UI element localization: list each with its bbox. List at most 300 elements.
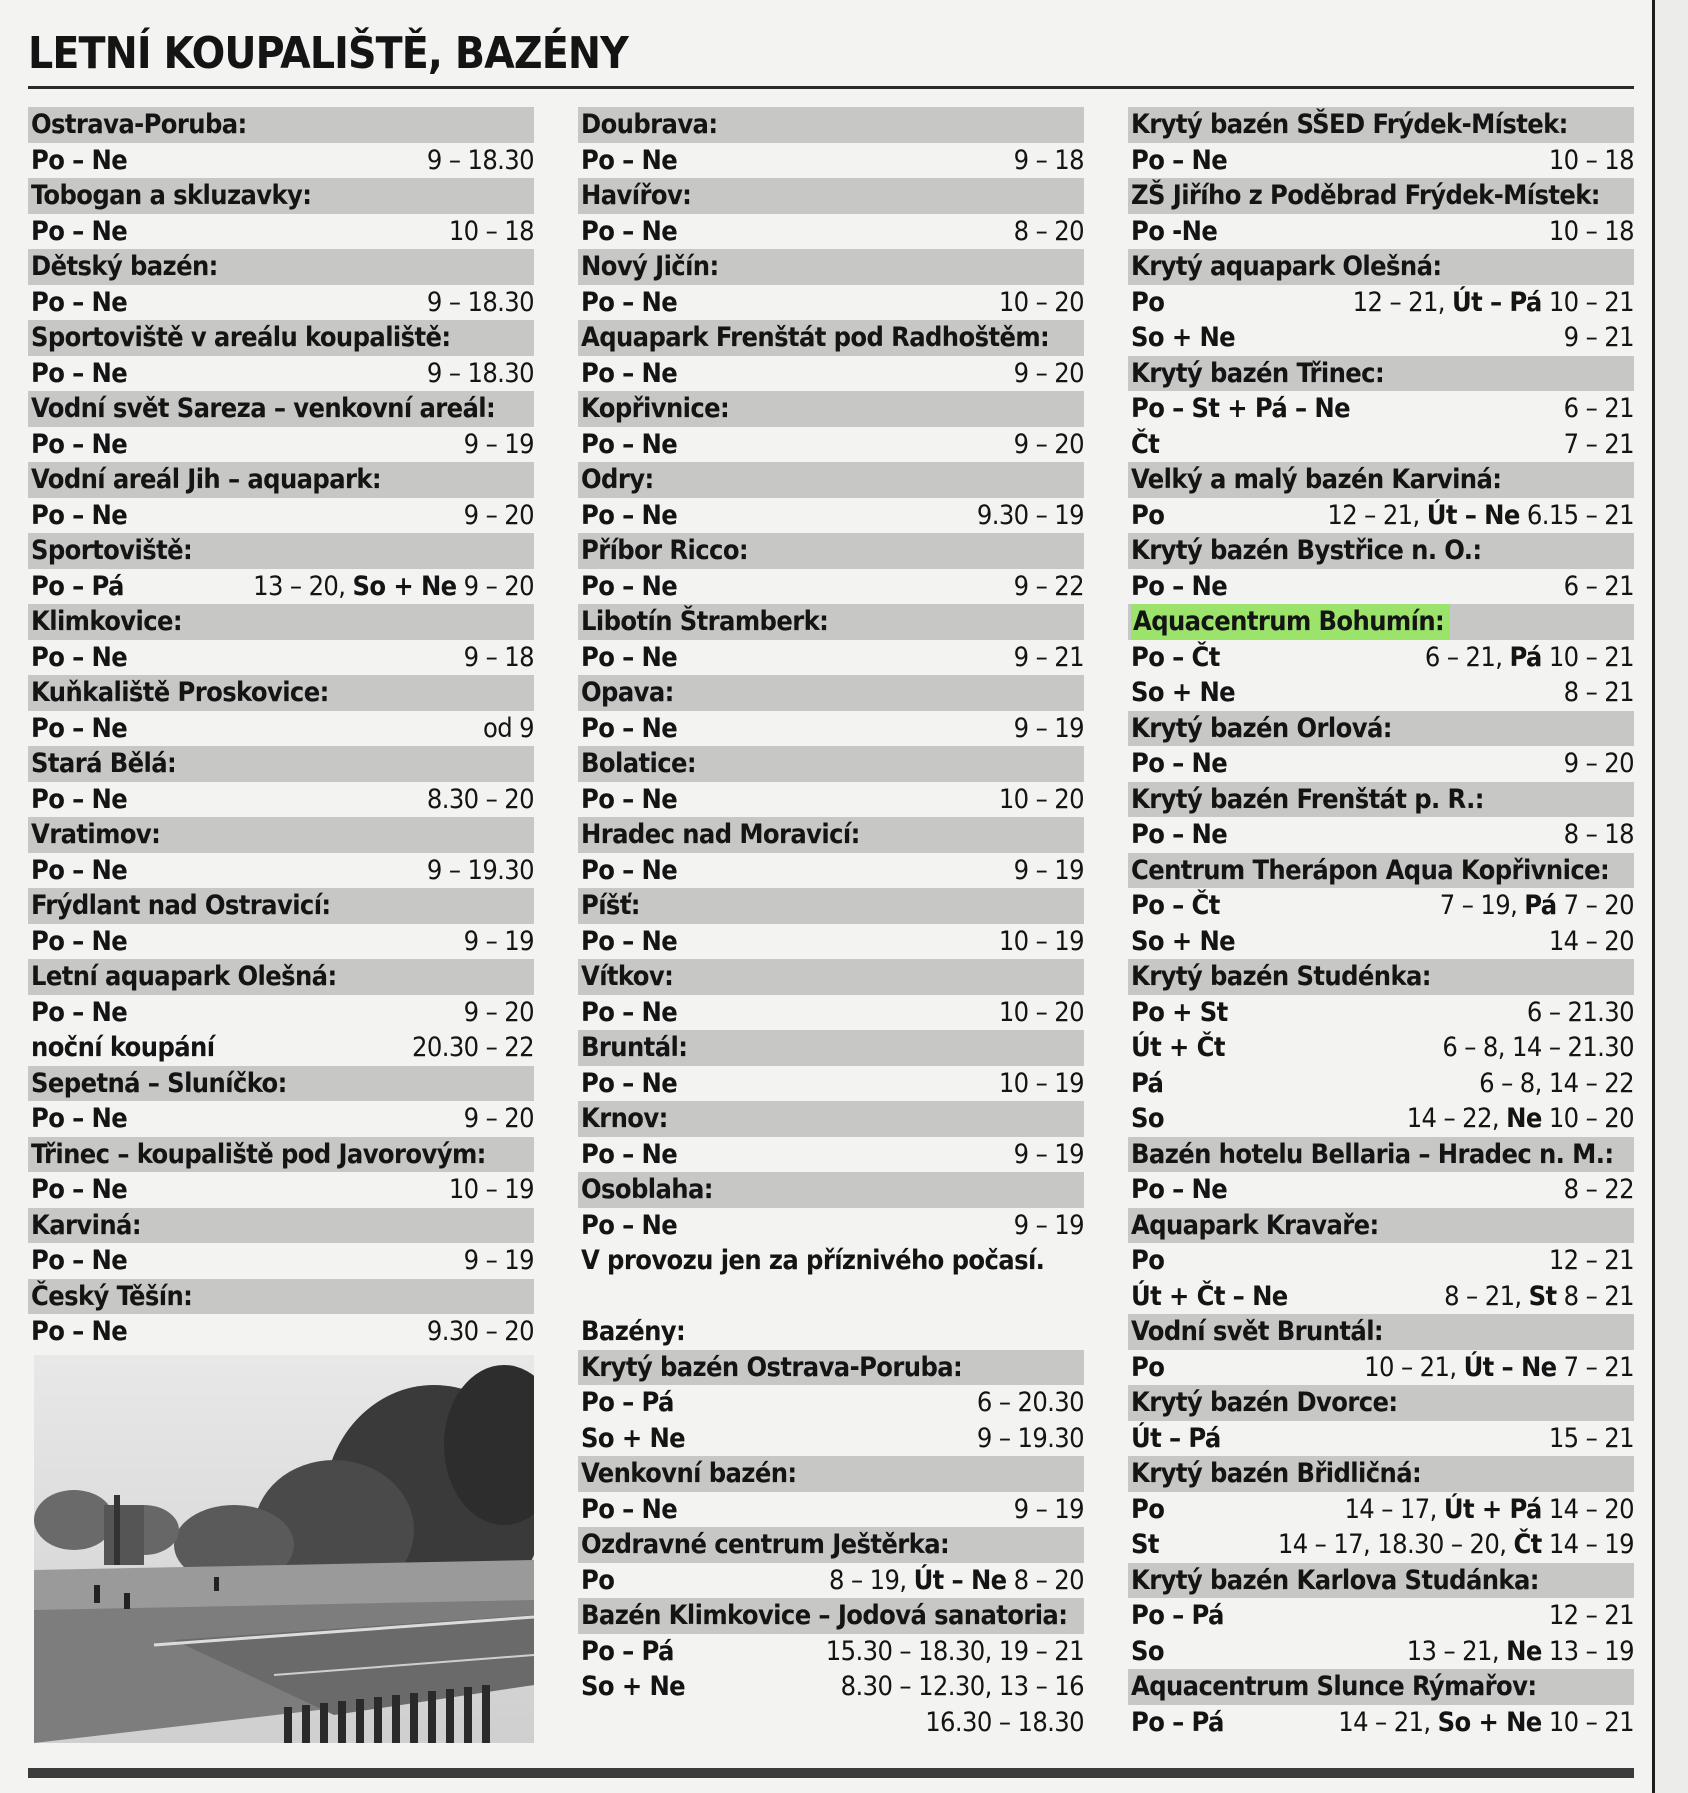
- venue-name: [1128, 107, 1634, 143]
- venue-name: [28, 675, 534, 711]
- opening-hours-row: [578, 285, 1084, 321]
- venue-label: Bruntál:: [581, 1032, 688, 1063]
- venue-label: Bazén hotelu Bellaria – Hradec n. M.:: [1131, 1138, 1614, 1170]
- days-label: Po – Ne: [1131, 819, 1228, 850]
- venue-label: Sportoviště:: [31, 535, 193, 566]
- hours-text: 10 – 20: [998, 783, 1084, 815]
- opening-hours-row: [28, 214, 534, 250]
- column-pools: [1128, 107, 1634, 1740]
- venue-label: Ostrava-Poruba:: [31, 109, 247, 140]
- venue-name: [28, 888, 534, 924]
- venue-name: [1128, 1385, 1634, 1421]
- days-label: Po – Ne: [1131, 1174, 1228, 1205]
- days-label: Po – Pá: [581, 1635, 674, 1667]
- days-label: Po – Pá: [581, 1387, 674, 1418]
- hours-value: [1014, 1208, 1084, 1244]
- hours-text: 15.30 – 18.30, 19 – 21: [825, 1635, 1084, 1667]
- venue-label: Krytý bazén SŠED Frýdek-Místek:: [1131, 109, 1568, 140]
- page-title: LETNÍ KOUPALIŠTĚ, BAZÉNY: [28, 28, 628, 79]
- opening-hours-row: [1128, 143, 1634, 179]
- hours-text: 14 – 20: [1541, 1493, 1634, 1525]
- hours-text: 14 – 20: [1548, 925, 1634, 957]
- opening-hours-row: [1128, 1101, 1634, 1137]
- days-label: Po – Pá: [1131, 1706, 1224, 1738]
- venue-label: Hradec nad Moravicí:: [581, 819, 860, 850]
- hours-value: [1440, 888, 1634, 924]
- hours-value: [1549, 214, 1634, 250]
- opening-hours-row: [1128, 888, 1634, 924]
- opening-hours-row: [578, 1208, 1084, 1244]
- opening-hours-row: [578, 1563, 1084, 1599]
- hours-text: 8 – 20: [1006, 1564, 1084, 1596]
- days-label: Po – Ne: [1131, 144, 1228, 176]
- hours-text: 8 – 19,: [829, 1564, 914, 1596]
- opening-hours-row: [1128, 1598, 1634, 1634]
- hours-text: 9.30 – 19: [976, 499, 1084, 531]
- venue-name: [28, 533, 534, 569]
- hours-text: 6 – 21.30: [1526, 996, 1634, 1028]
- venue-label: Sepetná – Sluníčko:: [31, 1067, 287, 1099]
- hours-value: [1444, 1279, 1634, 1315]
- opening-hours-row: [1128, 285, 1634, 321]
- days-label: Po – Ne: [31, 499, 128, 531]
- opening-hours-row: [1128, 1172, 1634, 1208]
- days-label: Po – Čt: [1131, 890, 1220, 921]
- hours-value: [449, 214, 534, 250]
- venue-label: Opava:: [581, 677, 674, 708]
- days-label: Po: [1131, 1351, 1165, 1383]
- opening-hours-row: [28, 782, 534, 818]
- hours-value: [427, 143, 534, 179]
- hours-value: [1549, 143, 1634, 179]
- hours-text: 9 – 18: [1013, 144, 1084, 176]
- venue-name: [1128, 1669, 1634, 1705]
- opening-hours-row: [1128, 1634, 1634, 1670]
- venue-label: Vodní svět Sareza – venkovní areál:: [31, 393, 496, 424]
- opening-hours-row: [1128, 640, 1634, 676]
- opening-hours-row: [28, 427, 534, 463]
- days-label-inline: So + Ne: [352, 570, 457, 602]
- hours-value: [1564, 675, 1634, 711]
- opening-hours-row: [578, 1137, 1084, 1173]
- hours-value: [464, 640, 534, 676]
- hours-value: [464, 995, 534, 1031]
- venue-name: [28, 1066, 534, 1102]
- days-label: Út + Čt – Ne: [1131, 1280, 1288, 1312]
- hours-value: [1564, 817, 1634, 853]
- opening-hours-row: [28, 640, 534, 676]
- hours-text: 9 – 21: [1013, 641, 1084, 673]
- days-label: Po + St: [1131, 996, 1228, 1028]
- venue-label: Příbor Ricco:: [581, 535, 749, 566]
- swimming-pool-photo: [34, 1355, 534, 1743]
- opening-hours-row: [1128, 675, 1634, 711]
- days-label: Po – Ne: [581, 499, 678, 531]
- venue-name: [578, 1350, 1084, 1386]
- hours-text: 12 – 21: [1548, 1600, 1634, 1631]
- opening-hours-row: [1128, 1527, 1634, 1563]
- days-label-inline: Út – Ne: [1426, 499, 1520, 531]
- hours-text: 8 – 21: [1563, 677, 1634, 708]
- venue-name: [578, 1101, 1084, 1137]
- days-label: Po – Pá: [31, 570, 124, 602]
- hours-text: 10 – 18: [1548, 144, 1634, 176]
- venue-name: [28, 959, 534, 995]
- hours-text: 9 – 20: [1013, 357, 1084, 389]
- days-label-inline: Pá: [1524, 890, 1557, 921]
- hours-value: [464, 924, 534, 960]
- venue-name: [578, 817, 1084, 853]
- opening-hours-row: [1128, 427, 1634, 463]
- hours-value: [841, 1669, 1084, 1705]
- venue-name: [28, 1137, 534, 1173]
- hours-text: 12 – 21,: [1327, 499, 1427, 531]
- venue-name: [578, 320, 1084, 356]
- venue-label: Krytý bazén Třinec:: [1131, 357, 1385, 389]
- hours-value: [464, 1101, 534, 1137]
- opening-hours-row: [28, 995, 534, 1031]
- venue-name: [1128, 959, 1634, 995]
- days-label: Po – Ne: [31, 1174, 128, 1205]
- hours-text: 12 – 21,: [1352, 286, 1453, 318]
- hours-value: [1014, 143, 1084, 179]
- days-label-inline: Ne: [1506, 1635, 1542, 1667]
- hours-value: [1014, 1492, 1084, 1528]
- hours-value: [483, 711, 534, 747]
- venue-label: Karviná:: [31, 1209, 141, 1241]
- hours-text: 7 – 20: [1556, 890, 1634, 921]
- hours-text: 9 – 18.30: [426, 144, 534, 176]
- hours-text: 10 – 21: [1541, 1706, 1634, 1738]
- hours-value: [464, 498, 534, 534]
- days-label: Po – Ne: [581, 925, 678, 957]
- opening-hours-row: [578, 924, 1084, 960]
- venue-label: Klimkovice:: [31, 606, 183, 637]
- days-label: Po: [1131, 1493, 1165, 1525]
- venue-label: Ozdravné centrum Ještěrka:: [581, 1529, 950, 1560]
- venue-name: [1128, 853, 1634, 889]
- days-label: noční koupání: [31, 1032, 215, 1063]
- venue-name: [578, 107, 1084, 143]
- hours-text: 14 – 21,: [1338, 1706, 1438, 1738]
- days-label: Po – Ne: [581, 783, 678, 815]
- venue-label: Aquapark Frenštát pod Radhoštěm:: [581, 322, 1050, 353]
- hours-value: [999, 1066, 1084, 1102]
- venue-label: ZŠ Jiřího z Poděbrad Frýdek-Místek:: [1131, 180, 1600, 211]
- opening-hours-row: [578, 427, 1084, 463]
- venue-label: Aquapark Kravaře:: [1131, 1209, 1379, 1241]
- hours-text: 9 – 20: [463, 996, 534, 1028]
- venue-label: Třinec – koupaliště pod Javorovým:: [31, 1138, 486, 1170]
- opening-hours-row: [578, 1385, 1084, 1421]
- opening-hours-row: [1128, 391, 1634, 427]
- venue-name: [28, 107, 534, 143]
- hours-value: [977, 498, 1084, 534]
- venue-label: Píšť:: [581, 890, 640, 921]
- hours-text: 10 – 18: [1548, 215, 1634, 247]
- venue-label: Tobogan a skluzavky:: [31, 180, 312, 211]
- venue-label: Aquacentrum Slunce Rýmařov:: [1131, 1671, 1537, 1702]
- hours-value: [464, 1243, 534, 1279]
- hours-value: [1564, 746, 1634, 782]
- hours-text: 9 – 19: [463, 925, 534, 957]
- column-outdoor-1: [28, 107, 534, 1350]
- hours-text: 13 – 19: [1541, 1635, 1634, 1667]
- hours-text: 10 – 19: [998, 1067, 1084, 1099]
- section-heading: Bazény:: [581, 1316, 686, 1347]
- opening-hours-row: [578, 1669, 1084, 1705]
- opening-hours-row: [1128, 320, 1634, 356]
- days-label: Po – Ne: [31, 1245, 128, 1276]
- hours-value: [427, 1314, 534, 1350]
- venue-label: Krytý bazén Břidličná:: [1131, 1458, 1422, 1489]
- hours-value: [1014, 569, 1084, 605]
- bottom-rule: [28, 1768, 1634, 1778]
- venue-name: [578, 462, 1084, 498]
- hours-text: 9 – 22: [1013, 570, 1084, 602]
- opening-hours-row: [578, 214, 1084, 250]
- days-label: Po – Ne: [581, 712, 678, 744]
- days-label: So + Ne: [581, 1671, 686, 1702]
- hours-text: 8 – 18: [1563, 819, 1634, 850]
- days-label: Po – Ne: [581, 1493, 678, 1525]
- hours-text: 9 – 18.30: [426, 357, 534, 389]
- days-label: Po – Ne: [581, 996, 678, 1028]
- hours-value: [1014, 853, 1084, 889]
- venue-label: Osoblaha:: [581, 1174, 713, 1205]
- days-label: Po – Ne: [1131, 570, 1228, 602]
- venue-label: Krytý bazén Orlová:: [1131, 712, 1392, 744]
- opening-hours-row: [28, 498, 534, 534]
- hours-text: 6 – 8, 14 – 22: [1479, 1067, 1634, 1099]
- venue-label: Krytý aquapark Olešná:: [1131, 251, 1442, 282]
- opening-hours-row: [578, 569, 1084, 605]
- days-label: Po: [1131, 499, 1165, 531]
- opening-hours-row: [28, 1172, 534, 1208]
- adjacent-column-edge: [1652, 0, 1688, 1793]
- hours-value: [977, 1421, 1084, 1457]
- hours-text: 6 – 21: [1563, 393, 1634, 424]
- opening-hours-row: [28, 143, 534, 179]
- days-label: Po – Ne: [31, 925, 128, 957]
- hours-text: 6 – 20.30: [976, 1387, 1084, 1418]
- hours-text: 10 – 21: [1541, 641, 1634, 673]
- hours-value: [1549, 924, 1634, 960]
- hours-text: 10 – 19: [998, 925, 1084, 957]
- hours-value: [925, 1705, 1084, 1741]
- days-label: So + Ne: [1131, 677, 1236, 708]
- venue-name: [578, 746, 1084, 782]
- venue-name: [1128, 1563, 1634, 1599]
- venue-name: [578, 391, 1084, 427]
- venue-label: Velký a malý bazén Karviná:: [1131, 464, 1502, 495]
- opening-hours-row: [1128, 924, 1634, 960]
- hours-value: [427, 285, 534, 321]
- opening-hours-row: [28, 285, 534, 321]
- venue-name: [578, 1598, 1084, 1634]
- venue-name: [578, 888, 1084, 924]
- opening-hours-row: [1128, 498, 1634, 534]
- hours-value: [1353, 285, 1634, 321]
- opening-hours-row: [1128, 746, 1634, 782]
- venue-name: [1128, 178, 1634, 214]
- venue-label: Venkovní bazén:: [581, 1458, 797, 1489]
- opening-hours-row: [1128, 569, 1634, 605]
- hours-value: [1407, 1101, 1634, 1137]
- hours-value: [829, 1563, 1084, 1599]
- venue-name: [578, 1030, 1084, 1066]
- hours-text: 9.30 – 20: [426, 1316, 534, 1347]
- venue-name: [28, 1208, 534, 1244]
- days-label-inline: Čt: [1513, 1529, 1542, 1560]
- hours-text: 10 – 20: [998, 996, 1084, 1028]
- opening-hours-row: [28, 356, 534, 392]
- venue-name: [1128, 604, 1634, 640]
- hours-value: [1564, 320, 1634, 356]
- hours-value: [1564, 569, 1634, 605]
- hours-text: 7 – 21: [1563, 428, 1634, 460]
- days-label-inline: Út – Pá: [1452, 286, 1542, 318]
- hours-text: 6 – 21,: [1424, 641, 1510, 673]
- days-label: Po – Ne: [581, 357, 678, 389]
- days-label: Po – Ne: [31, 286, 128, 318]
- hours-value: [1344, 1492, 1634, 1528]
- opening-hours-row: [28, 1243, 534, 1279]
- opening-hours-row: [28, 1101, 534, 1137]
- days-label-inline: Út – Ne: [1463, 1351, 1557, 1383]
- days-label: Út + Čt: [1131, 1032, 1225, 1063]
- venue-label: Bolatice:: [581, 748, 697, 779]
- days-label: Po – Ne: [581, 1138, 678, 1170]
- days-label: Po: [581, 1564, 615, 1596]
- venue-name: [578, 249, 1084, 285]
- opening-hours-row: [578, 498, 1084, 534]
- days-label: Po – Ne: [31, 357, 128, 389]
- hours-text: 9 – 20: [463, 1103, 534, 1134]
- venue-label: Nový Jičín:: [581, 251, 719, 282]
- hours-text: 9 – 19: [1013, 1209, 1084, 1241]
- opening-hours-row: [28, 924, 534, 960]
- hours-value: [999, 924, 1084, 960]
- venue-label: Krnov:: [581, 1103, 668, 1134]
- hours-value: [1549, 1598, 1634, 1634]
- hours-text: 6 – 8, 14 – 21.30: [1442, 1032, 1634, 1063]
- venue-name: [28, 391, 534, 427]
- days-label-inline: Pá: [1509, 641, 1542, 673]
- venue-label: Letní aquapark Olešná:: [31, 961, 337, 992]
- hours-text: 7 – 21: [1556, 1351, 1634, 1383]
- opening-hours-row: [1128, 1243, 1634, 1279]
- days-label: Po – Ne: [31, 1316, 128, 1347]
- venue-name: [578, 178, 1084, 214]
- venue-label: Krytý bazén Ostrava-Poruba:: [581, 1351, 963, 1383]
- hours-value: [1014, 427, 1084, 463]
- hours-text: 8 – 21: [1556, 1280, 1634, 1312]
- hours-text: 9 – 19.30: [976, 1422, 1084, 1454]
- hours-text: 8 – 22: [1563, 1174, 1634, 1205]
- venue-label: Libotín Štramberk:: [581, 606, 829, 637]
- hours-text: 10 – 21,: [1364, 1351, 1464, 1383]
- hours-text: od 9: [482, 712, 534, 744]
- days-label: Po – Pá: [1131, 1600, 1224, 1631]
- venue-name: [578, 533, 1084, 569]
- hours-value: [1564, 427, 1634, 463]
- venue-name: [1128, 356, 1634, 392]
- hours-text: 8 – 21,: [1444, 1280, 1529, 1312]
- days-label: Po – Ne: [31, 144, 128, 176]
- hours-value: [1014, 214, 1084, 250]
- hours-text: 8.30 – 20: [426, 783, 534, 815]
- hours-value: [977, 1385, 1084, 1421]
- hours-value: [1014, 711, 1084, 747]
- hours-value: [1549, 1243, 1634, 1279]
- venue-name: [1128, 711, 1634, 747]
- venue-name: [1128, 1137, 1634, 1173]
- venue-label: Krytý bazén Dvorce:: [1131, 1387, 1398, 1418]
- days-label: Po – Ne: [581, 215, 678, 247]
- hours-text: 14 – 17,: [1344, 1493, 1444, 1525]
- hours-value: [1527, 995, 1634, 1031]
- venue-name: [1128, 249, 1634, 285]
- hours-text: 9 – 20: [463, 499, 534, 531]
- opening-hours-row: [578, 782, 1084, 818]
- venue-name: [1128, 782, 1634, 818]
- opening-hours-row: [1128, 1350, 1634, 1386]
- hours-value: [1479, 1066, 1634, 1102]
- venue-label: Český Těšín:: [31, 1280, 193, 1312]
- hours-text: 13 – 21,: [1406, 1635, 1507, 1667]
- opening-hours-row: [1128, 214, 1634, 250]
- days-label-inline: Ne: [1506, 1103, 1542, 1134]
- days-label: So: [1131, 1103, 1164, 1134]
- venue-label: Dětský bazén:: [31, 251, 218, 282]
- opening-hours-row: [1128, 817, 1634, 853]
- opening-hours-row: [28, 1030, 534, 1066]
- days-label: Út – Pá: [1131, 1422, 1221, 1454]
- opening-hours-row: [28, 569, 534, 605]
- days-label: So + Ne: [1131, 925, 1236, 957]
- hours-text: 8.30 – 12.30, 13 – 16: [840, 1671, 1084, 1702]
- days-label: Po – Ne: [581, 428, 678, 460]
- opening-hours-row: [1128, 1705, 1634, 1741]
- hours-value: [1338, 1705, 1634, 1741]
- venue-name: [28, 462, 534, 498]
- opening-hours-row: [578, 1634, 1084, 1670]
- hours-text: 14 – 19: [1541, 1529, 1634, 1560]
- days-label-inline: Út + Pá: [1443, 1493, 1542, 1525]
- venue-name: [1128, 462, 1634, 498]
- opening-hours-row: [578, 143, 1084, 179]
- hours-text: 9 – 19.30: [426, 854, 534, 886]
- venue-name: [578, 604, 1084, 640]
- venue-name: [28, 178, 534, 214]
- venue-label: Vodní areál Jih – aquapark:: [31, 464, 382, 495]
- opening-hours-row: [28, 853, 534, 889]
- hours-value: [826, 1634, 1084, 1670]
- venue-name: [578, 1456, 1084, 1492]
- opening-hours-row: [578, 1421, 1084, 1457]
- hours-text: 6.15 – 21: [1519, 499, 1634, 531]
- days-label: Po – Ne: [581, 1209, 678, 1241]
- hours-text: 8 – 20: [1013, 215, 1084, 247]
- days-label: Po – Ne: [31, 854, 128, 886]
- venue-label: Krytý bazén Karlova Studánka:: [1131, 1564, 1539, 1596]
- venue-label: Krytý bazén Studénka:: [1131, 961, 1431, 992]
- hours-text: 10 – 20: [1541, 1103, 1634, 1134]
- opening-hours-row: [578, 711, 1084, 747]
- hours-value: [427, 782, 534, 818]
- hours-value: [412, 1030, 534, 1066]
